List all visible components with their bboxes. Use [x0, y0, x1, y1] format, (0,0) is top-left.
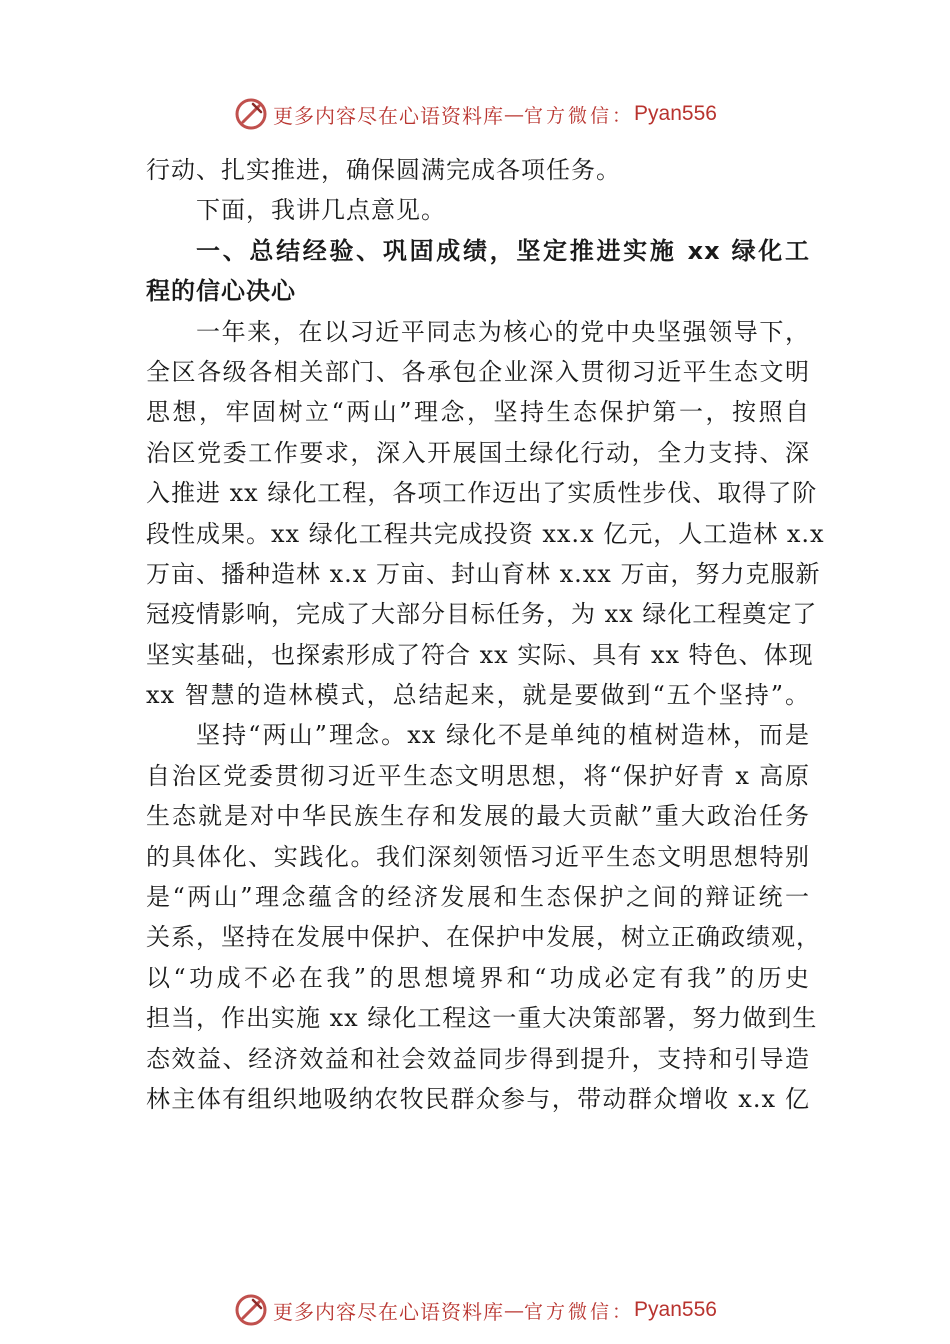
text-line: 入推进 xx 绿化工程，各项工作迈出了实质性步伐、取得了阶: [146, 479, 818, 508]
text-line: 以“功成不必在我”的思想境界和“功成必定有我”的历史: [146, 963, 810, 992]
text-line: 生态就是对中华民族生存和发展的最大贡献”重大政治任务: [146, 802, 810, 831]
text-line: 治区党委工作要求，深入开展国土绿化行动，全力支持、深: [146, 438, 810, 467]
watermark-banner-bottom: [0, 1290, 950, 1330]
text-line: xx 智慧的造林模式，总结起来，就是要做到“五个坚持”。: [146, 681, 810, 710]
watermark-title: 更多内容尽在心语资料库: [273, 103, 505, 128]
text-line: 段性成果。xx 绿化工程共完成投资 xx.x 亿元，人工造林 x.x: [146, 519, 825, 548]
text-line: 行动、扎实推进，确保圆满完成各项任务。: [146, 156, 621, 184]
text-line: 全区各级各相关部门、各承包企业深入贯彻习近平生态文明: [146, 357, 810, 386]
text-line: 担当，作出实施 xx 绿化工程这一重大决策部署，努力做到生: [146, 1004, 818, 1033]
watermark-title: 更多内容尽在心语资料库: [273, 1299, 505, 1324]
text-line: 坚实基础，也探索形成了符合 xx 实际、具有 xx 特色、体现: [146, 640, 814, 669]
text-line: 思想，牢固树立“两山”理念，坚持生态保护第一，按照自: [146, 398, 810, 427]
text-line: 的具体化、实践化。我们深刻领悟习近平生态文明思想特别: [146, 842, 810, 871]
section-heading: 一、总结经验、巩固成绩，坚定推进实施 xx 绿化工: [196, 236, 810, 265]
brand-logo-icon: [233, 1292, 269, 1328]
text-line: 坚持“两山”理念。xx 绿化不是单纯的植树造林，而是: [196, 721, 810, 750]
watermark-subtitle: 官方微信：: [524, 1300, 635, 1323]
watermark-dash: —: [504, 1298, 525, 1322]
text-line: 林主体有组织地吸纳农牧民群众参与，带动群众增收 x.x 亿: [146, 1084, 810, 1113]
watermark-dash: —: [504, 102, 525, 126]
document-body: [146, 150, 825, 1119]
text-line: 冠疫情影响，完成了大部分目标任务，为 xx 绿化工程奠定了: [146, 600, 818, 629]
paragraph-intro: 下面，我讲几点意见。: [196, 196, 446, 225]
text-line: 关系，坚持在发展中保护、在保护中发展，树立正确政绩观，: [146, 923, 821, 952]
brand-logo-icon: [233, 96, 269, 132]
text-line: 一年来，在以习近平同志为核心的党中央坚强领导下，: [196, 317, 810, 346]
text-line: 万亩、播种造林 x.x 万亩、封山育林 x.xx 万亩，努力克服新: [146, 559, 821, 588]
watermark-banner-top: [0, 94, 950, 134]
section-heading-cont: 程的信心决心: [146, 277, 296, 306]
watermark-wechat-id: Pyan556: [634, 1298, 717, 1321]
text-line: 态效益、经济效益和社会效益同步得到提升，支持和引导造: [146, 1044, 810, 1073]
text-line: 是“两山”理念蕴含的经济发展和生态保护之间的辩证统一: [146, 883, 810, 912]
watermark-wechat-id: Pyan556: [634, 102, 717, 125]
watermark-subtitle: 官方微信：: [524, 104, 635, 127]
text-line: 自治区党委贯彻习近平生态文明思想，将“保护好青 x 高原: [146, 761, 810, 790]
